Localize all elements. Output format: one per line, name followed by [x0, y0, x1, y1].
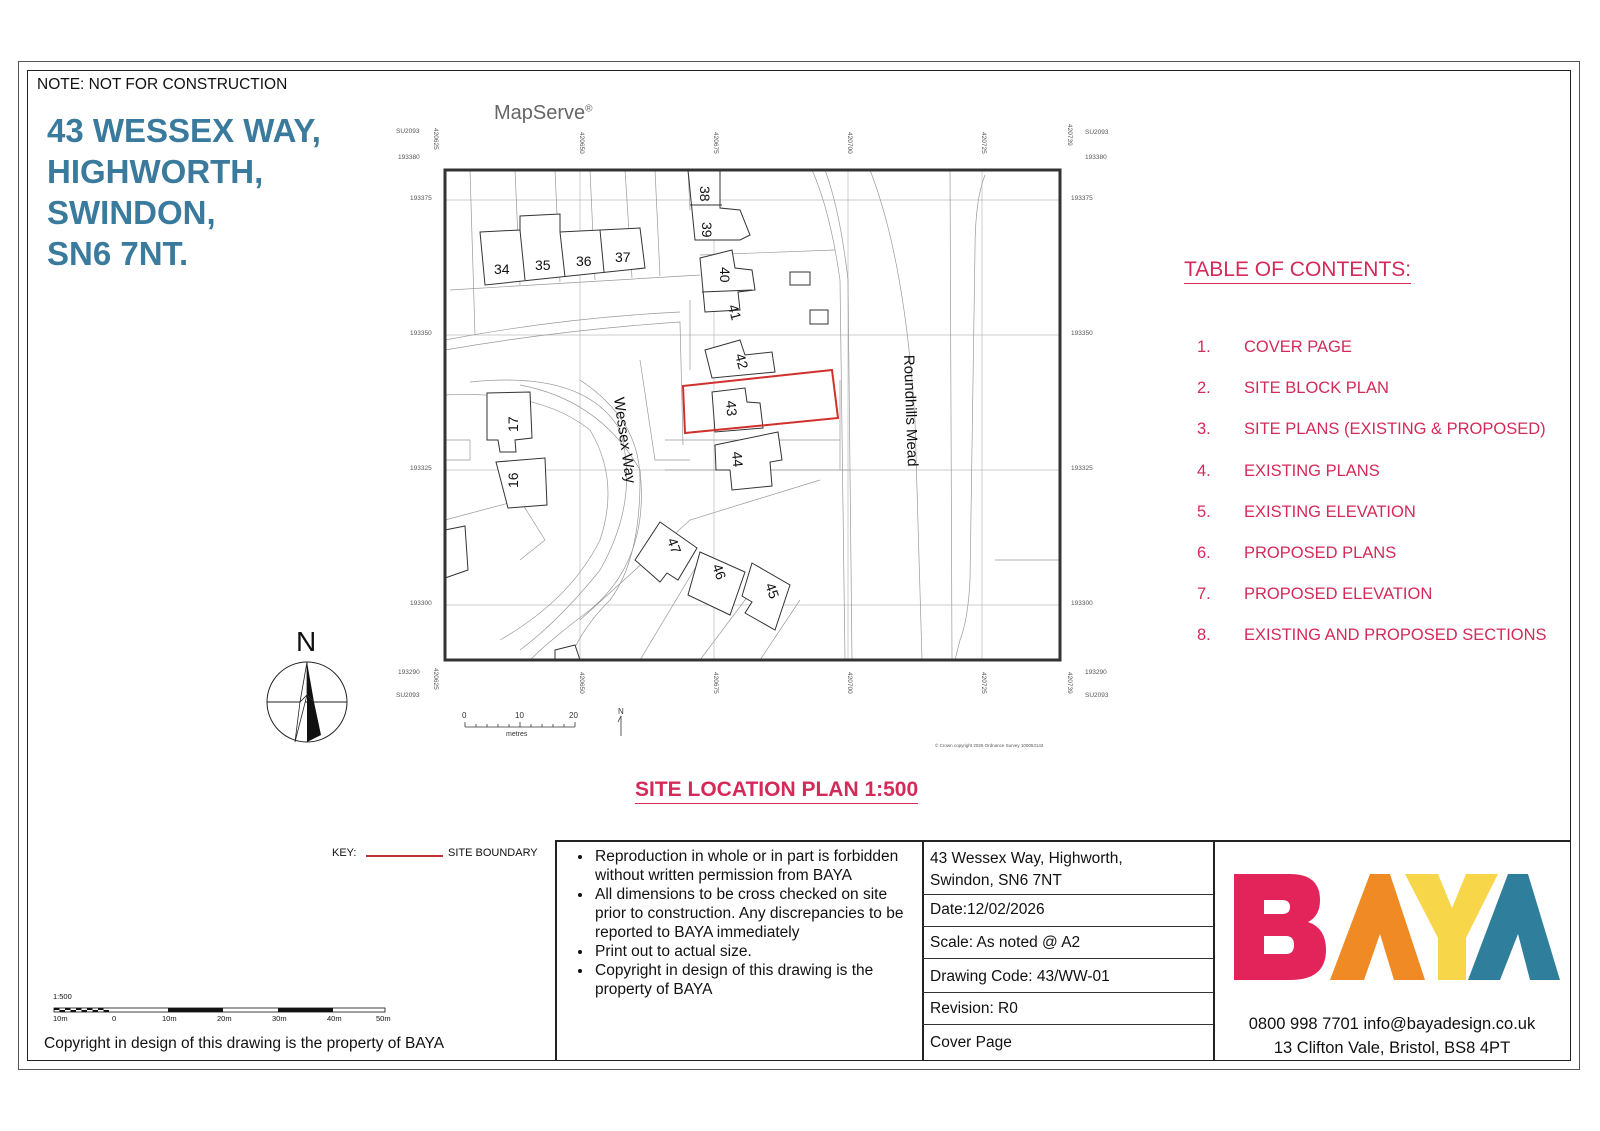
outbuilding — [790, 272, 810, 285]
address-line: 43 WESSEX WAY, — [47, 112, 321, 149]
crown-copyright: © Crown copyright 2026 Ordnance Survey 100053143 — [935, 743, 1044, 748]
scale-label: 0 — [462, 711, 467, 720]
scale-tick: 50m — [376, 1014, 391, 1023]
scale-unit: metres — [506, 731, 528, 738]
grid-sheet-label: SU2093 — [396, 692, 420, 699]
building-edge — [445, 526, 468, 578]
office-address: 13 Clifton Vale, Bristol, BS8 4PT — [1273, 1039, 1511, 1057]
toc-title: TABLE OF CONTENTS: — [1184, 258, 1411, 284]
toc-item: 1. COVER PAGE — [1197, 338, 1352, 356]
house-number: 39 — [699, 222, 715, 238]
house-number: 43 — [723, 399, 741, 417]
address-title — [47, 110, 321, 274]
easting-label-bottom: 420725 — [980, 672, 987, 694]
info-divider — [922, 1024, 1213, 1025]
scale-ratio: 1:500 — [53, 992, 72, 1001]
toc-item: 6. PROPOSED PLANS — [1197, 543, 1397, 562]
house-number: 34 — [494, 261, 510, 277]
house-number: 35 — [535, 257, 551, 273]
project-address-line: Swindon, SN6 7NT — [930, 872, 1062, 889]
north-label: N — [296, 626, 317, 657]
northing-label-right: 193375 — [1071, 195, 1093, 202]
outbuilding — [810, 310, 828, 324]
house-number: 46 — [709, 561, 730, 582]
northing-label-right: 193325 — [1071, 465, 1093, 472]
drawing-revision: Revision: R0 — [930, 1000, 1018, 1017]
scale-tick: 10m — [162, 1014, 177, 1023]
address-line: SWINDON, — [47, 194, 216, 231]
toc-list — [1197, 338, 1547, 668]
grid-sheet-label: SU2093 — [1085, 129, 1109, 136]
toc-item: 7. PROPOSED ELEVATION — [1197, 585, 1433, 604]
scale-tick: 40m — [327, 1014, 342, 1023]
house-number: 38 — [697, 186, 713, 202]
house-number: 42 — [732, 351, 752, 371]
grid-sheet-label: SU2093 — [1085, 692, 1109, 699]
north-arrow-icon — [262, 625, 352, 745]
site-boundary-key-line — [366, 855, 443, 857]
northing-label-left: 193290 — [398, 669, 420, 676]
title-block-top-border — [555, 840, 1571, 842]
house-number: 40 — [717, 267, 733, 283]
street-label: Roundhills Mead — [900, 354, 921, 467]
note-item: • Copyright in design of this drawing is the property of BAYA — [593, 961, 908, 999]
northing-label-left: 193380 — [398, 154, 420, 161]
northing-label-left: 193350 — [410, 330, 432, 337]
house-number: 41 — [725, 302, 745, 322]
easting-label-top: 420675 — [712, 132, 719, 154]
site-location-map — [390, 120, 1109, 760]
note-item: • Reproduction in whole or in part is forbidden without written permission from BAYA — [593, 847, 908, 885]
northing-label-left: 193300 — [410, 600, 432, 607]
map-provider: MapServe® — [494, 102, 593, 124]
drawing-scale-bar — [50, 990, 400, 1022]
toc-item: 5. EXISTING ELEVATION — [1197, 502, 1416, 521]
easting-label-top: 420725 — [980, 132, 987, 154]
title-block-divider — [922, 840, 924, 1061]
easting-label-top: 420700 — [846, 132, 853, 154]
drawing-notes — [563, 847, 908, 999]
address-line: HIGHWORTH, — [47, 153, 264, 190]
scale-tick: 0 — [112, 1014, 117, 1023]
drawing-date: Date:12/02/2026 — [930, 901, 1045, 918]
contact-details: 0800 998 7701 info@bayadesign.co.uk — [1248, 1015, 1536, 1033]
scale-tick: 20m — [217, 1014, 232, 1023]
house-number: 45 — [762, 580, 783, 601]
house-number: 44 — [729, 450, 747, 468]
northing-label-left: 193375 — [410, 195, 432, 202]
house-number: 16 — [505, 472, 521, 488]
note-item: • Print out to actual size. — [593, 942, 908, 961]
key-label: KEY: — [332, 847, 357, 859]
northing-label-right: 193290 — [1085, 669, 1107, 676]
small-north-label: N — [618, 707, 624, 716]
northing-label-right: 193350 — [1071, 330, 1093, 337]
scale-tick: 30m — [272, 1014, 287, 1023]
info-divider — [922, 894, 1213, 895]
toc-item: 2. SITE BLOCK PLAN — [1197, 379, 1389, 398]
street-label: Wessex Way — [610, 396, 639, 485]
baya-logo — [1230, 870, 1560, 985]
house-number: 36 — [576, 253, 592, 269]
building-44 — [715, 432, 782, 490]
toc-item: 4. EXISTING PLANS — [1197, 461, 1380, 480]
easting-label-bottom: 420625 — [432, 668, 439, 690]
title-block-divider — [555, 840, 557, 1061]
easting-label-bottom: 420675 — [712, 672, 719, 694]
toc-item: 8. EXISTING AND PROPOSED SECTIONS — [1197, 626, 1547, 645]
house-number: 37 — [615, 249, 631, 265]
construction-note: NOTE: NOT FOR CONSTRUCTION — [37, 76, 288, 93]
info-divider — [922, 958, 1213, 959]
building-edge — [555, 645, 580, 660]
note-item: • All dimensions to be cross checked on site prior to construction. Any discrepancies to be reported to BAYA immediately — [593, 885, 908, 942]
easting-label-bottom: 420739 — [1066, 672, 1073, 694]
copyright-notice: Copyright in design of this drawing is the property of BAYA — [44, 1035, 445, 1052]
info-divider — [922, 926, 1213, 927]
address-line: SN6 7NT. — [47, 235, 189, 272]
easting-label-top: 420739 — [1066, 124, 1073, 146]
building-47 — [635, 522, 697, 582]
northing-label-left: 193325 — [410, 465, 432, 472]
scale-label: 20 — [569, 711, 578, 720]
grid-sheet-label: SU2093 — [396, 128, 420, 135]
project-address-line: 43 Wessex Way, Highworth, — [930, 850, 1123, 867]
key-site-boundary: SITE BOUNDARY — [448, 847, 538, 859]
drawing-scale: Scale: As noted @ A2 — [930, 934, 1081, 951]
scale-label: 10 — [515, 711, 524, 720]
northing-label-right: 193300 — [1071, 600, 1093, 607]
easting-label-top: 420625 — [432, 128, 439, 150]
sheet-title: Cover Page — [930, 1034, 1012, 1051]
easting-label-bottom: 420700 — [846, 672, 853, 694]
northing-label-right: 193380 — [1085, 154, 1107, 161]
map-scale-bar — [462, 707, 624, 738]
building-46 — [688, 552, 745, 615]
site-location-title: SITE LOCATION PLAN 1:500 — [635, 778, 918, 804]
house-number: 47 — [664, 535, 685, 556]
easting-label-bottom: 420650 — [578, 672, 585, 694]
scale-tick: 10m — [53, 1014, 68, 1023]
easting-label-top: 420650 — [578, 132, 585, 154]
toc-item: 3. SITE PLANS (EXISTING & PROPOSED) — [1197, 420, 1546, 439]
drawing-code: Drawing Code: 43/WW-01 — [930, 968, 1110, 985]
house-number: 17 — [505, 416, 521, 432]
info-divider — [922, 992, 1213, 993]
building-16 — [496, 458, 547, 508]
